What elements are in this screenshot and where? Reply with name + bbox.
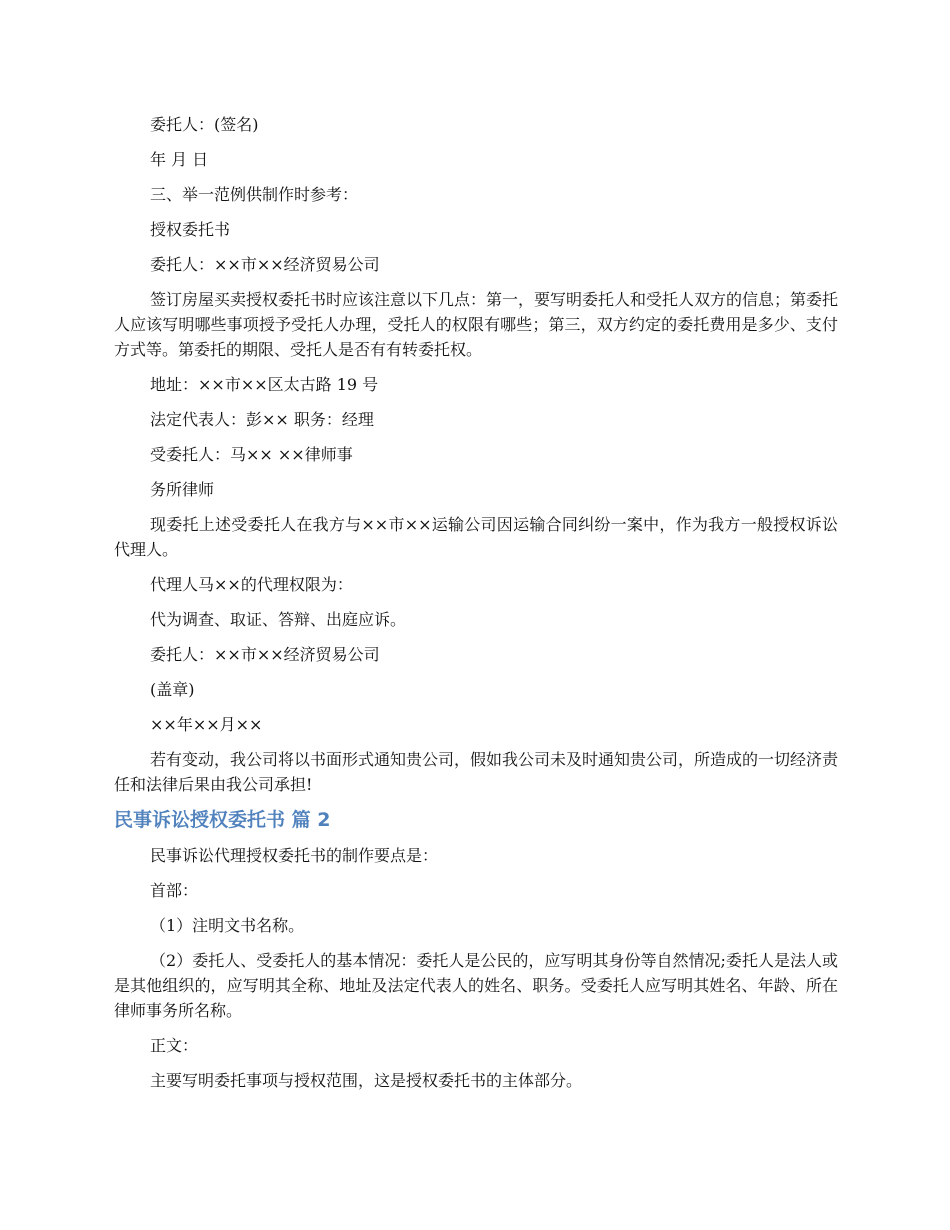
paragraph: 签订房屋买卖授权委托书时应该注意以下几点：第一，要写明委托人和受托人双方的信息；第委托人应该写明哪些事项授予受托人办理，受托人的权限有哪些；第三，双方约定的委托费用是多少、支付方式等。第委托的期限、受托人是否有有转委托权。 xyxy=(114,290,839,359)
paragraph: 民事诉讼代理授权委托书的制作要点是： xyxy=(150,846,439,865)
paragraph: （2）委托人、受委托人的基本情况：委托人是公民的，应写明其身份等自然情况;委托人是法人或是其他组织的，应写明其全称、地址及法定代表人的姓名、职务。受委托人应写明其姓名、年龄、所在律师事务所名称。 xyxy=(114,951,838,1020)
section-heading: 民事诉讼授权委托书 篇 2 xyxy=(114,809,331,831)
paragraph: 首部： xyxy=(150,881,199,900)
paragraph: （1）注明文书名称。 xyxy=(150,916,305,935)
paragraph: 法定代表人：彭×× 职务：经理 xyxy=(150,410,374,429)
paragraph: 代为调查、取证、答辩、出庭应诉。 xyxy=(150,610,407,629)
paragraph: 现委托上述受委托人在我方与××市××运输公司因运输合同纠纷一案中，作为我方一般授权诉讼代理人。 xyxy=(114,515,838,559)
paragraph: 务所律师 xyxy=(150,480,215,499)
paragraph: (盖章) xyxy=(150,680,195,699)
paragraph: 代理人马××的代理权限为： xyxy=(150,575,353,594)
paragraph: ××年××月×× xyxy=(150,715,263,734)
paragraph: 委托人：××市××经济贸易公司 xyxy=(150,645,380,664)
paragraph: 地址：××市××区太古路 19 号 xyxy=(150,375,379,394)
paragraph: 授权委托书 xyxy=(150,220,231,239)
paragraph: 委托人：××市××经济贸易公司 xyxy=(150,255,380,274)
paragraph: 正文： xyxy=(150,1036,199,1055)
paragraph: 受委托人：马×× ××律师事 xyxy=(150,445,353,464)
paragraph: 三、举一范例供制作时参考： xyxy=(150,185,359,204)
paragraph: 委托人：(签名) xyxy=(150,115,259,134)
paragraph: 年 月 日 xyxy=(150,150,209,169)
paragraph: 主要写明委托事项与授权范围，这是授权委托书的主体部分。 xyxy=(150,1071,583,1090)
paragraph: 若有变动，我公司将以书面形式通知贵公司，假如我公司未及时通知贵公司，所造成的一切经济责任和法律后果由我公司承担! xyxy=(114,750,839,794)
